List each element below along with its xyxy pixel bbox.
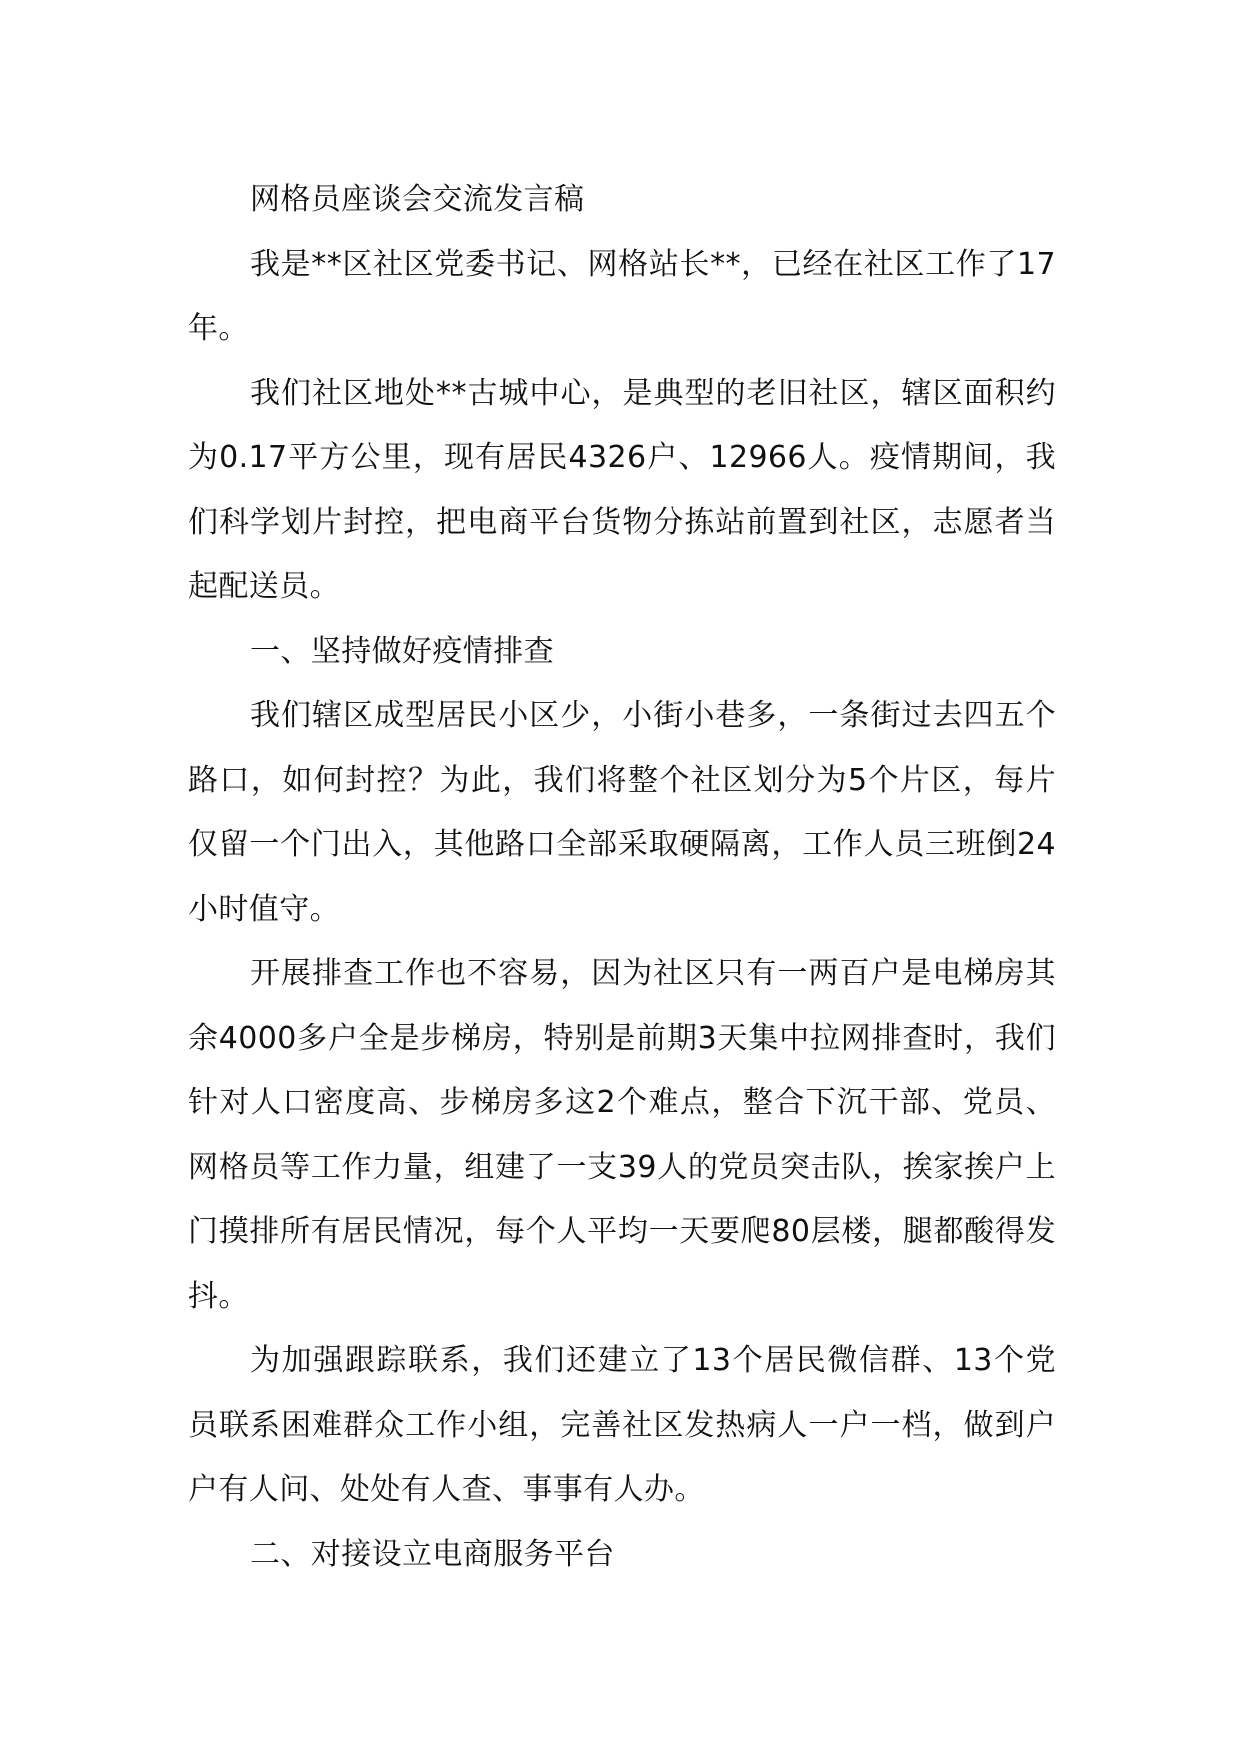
section-1-paragraph-3: 为加强跟踪联系，我们还建立了13个居民微信群、13个党员联系困难群众工作小组，完善社区发热病人一户一档，做到户户有人问、处处有人查、事事有人办。 [188, 1343, 1056, 1507]
intro-paragraph-1: 我是**区社区党委书记、网格站长**，已经在社区工作了17年。 [188, 246, 1056, 346]
document-body [188, 168, 1056, 1587]
section-1-paragraph-1: 我们辖区成型居民小区少，小街小巷多，一条街过去四五个路口，如何封控？为此，我们将整个社区划分为5个片区，每片仅留一个门出入，其他路口全部采取硬隔离，工作人员三班倒24小时值守。 [188, 698, 1056, 927]
section-1-paragraph-2: 开展排查工作也不容易，因为社区只有一两百户是电梯房其余4000多户全是步梯房，特别是前期3天集中拉网排查时，我们针对人口密度高、步梯房多这2个难点，整合下沉干部、党员、网格员等工作力量，组建了一支39人的党员突击队，挨家挨户上门摸排所有居民情况，每个人平均一天要爬80层楼，腿都酸得发抖。 [188, 956, 1056, 1314]
section-2-heading: 二、对接设立电商服务平台 [250, 1536, 615, 1572]
section-1-heading: 一、坚持做好疫情排查 [250, 633, 554, 669]
document-title: 网格员座谈会交流发言稿 [250, 182, 585, 217]
intro-paragraph-2: 我们社区地处**古城中心，是典型的老旧社区，辖区面积约为0.17平方公里，现有居民4326户、12966人。疫情期间，我们科学划片封控，把电商平台货物分拣站前置到社区，志愿者当起配送员。 [188, 375, 1056, 604]
